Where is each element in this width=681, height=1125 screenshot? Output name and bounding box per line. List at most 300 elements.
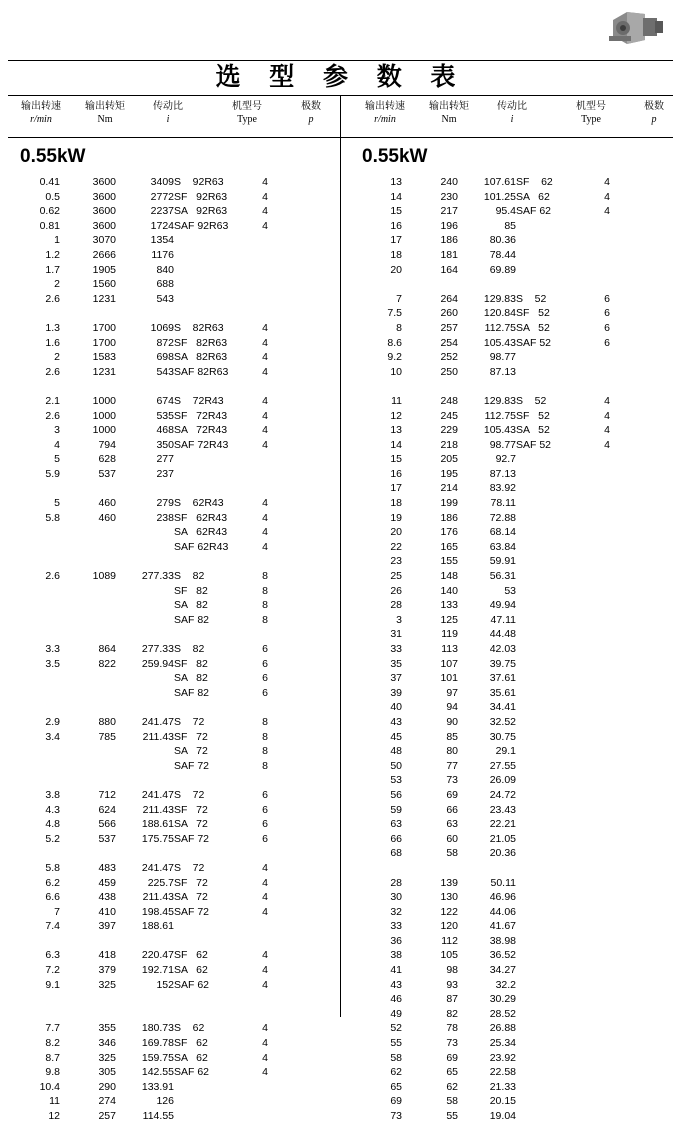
row-output-speed: 50 [390,759,402,772]
row-poles: 4 [262,964,268,977]
row-ratio: 114.55 [142,1110,174,1122]
row-type [516,264,590,279]
row-type [516,701,590,716]
row-type [174,293,248,308]
row-poles [590,935,624,950]
row-poles [590,658,624,673]
row-poles [590,585,624,600]
row-ratio: 44.48 [489,628,516,641]
row-ratio: 23.92 [489,1051,516,1064]
row-ratio: 129.83 [483,292,516,305]
row-poles: 4 [262,540,268,553]
table-row [350,278,624,293]
row-type: SAF 62 [174,1066,210,1079]
header-label-cn: 极数 [644,101,664,112]
row-ratio: 25.34 [489,1037,516,1050]
row-output-speed [8,993,60,1008]
row-output-speed: 2.6 [45,409,60,422]
row-poles [590,745,624,760]
row-output-torque [60,1008,116,1023]
table-row [8,497,282,512]
row-ratio: 698 [156,351,174,364]
row-type [516,482,590,497]
table-row [350,891,624,906]
row-poles: 4 [262,351,268,364]
row-ratio: 23.43 [489,803,516,816]
row-output-speed: 63 [390,818,402,831]
row-output-speed: 0.81 [39,219,60,232]
row-output-torque [402,862,458,877]
row-poles: 4 [604,394,610,407]
row-ratio: 21.33 [489,1080,516,1093]
row-ratio: 27.55 [489,759,516,772]
row-output-torque: 250 [440,365,458,378]
row-output-speed: 0.62 [39,205,60,218]
row-output-speed: 8 [396,321,402,334]
row-ratio: 26.88 [489,1022,516,1035]
row-output-speed: 25 [390,570,402,583]
row-output-torque: 82 [446,1007,458,1020]
row-type [516,351,590,366]
table-row [8,570,282,585]
row-output-torque: 1089 [92,570,116,583]
row-type: SF 62R43 [174,511,228,524]
row-poles [248,1081,282,1096]
row-ratio [116,672,174,687]
row-ratio: 112.75 [484,321,516,334]
row-output-torque: 186 [440,511,458,524]
row-output-speed [8,847,60,862]
table-row [350,818,624,833]
row-ratio: 32.52 [489,715,516,728]
row-type [516,658,590,673]
row-type [516,964,590,979]
table-row [8,1037,282,1052]
row-output-torque: 58 [446,847,458,860]
table-row [8,1022,282,1037]
table-row [350,424,624,439]
row-output-speed: 6.2 [45,876,60,889]
row-poles: 4 [262,394,268,407]
row-type: S 92R63 [174,176,224,188]
row-type [516,774,590,789]
row-output-torque: 229 [440,424,458,437]
table-row [8,249,282,264]
row-output-speed: 59 [390,803,402,816]
row-output-speed: 8.2 [45,1037,60,1050]
row-output-speed: 7 [396,292,402,305]
header-label-cn: 输出转矩 [429,101,469,112]
row-type: S 82 [174,570,205,583]
row-poles [590,818,624,833]
row-type [174,307,248,322]
row-poles: 6 [262,672,268,685]
table-row [350,482,624,497]
row-poles [248,264,282,279]
table-row [8,1095,282,1110]
row-poles: 4 [262,905,268,918]
row-poles [590,687,624,702]
row-type: SAF 62 [516,205,552,218]
row-ratio: 44.06 [489,905,516,918]
row-type: S 72R43 [174,394,224,407]
row-ratio: 46.96 [489,891,516,904]
row-output-speed: 28 [390,876,402,889]
row-poles [590,468,624,483]
row-output-speed: 20 [390,526,402,539]
row-output-torque: 248 [440,394,458,407]
table-row [350,877,624,892]
row-ratio: 107.61 [483,176,516,188]
row-poles [248,278,282,293]
row-output-torque: 260 [440,307,458,320]
table-row [8,307,282,322]
table-row [8,877,282,892]
table-row [8,512,282,527]
row-output-speed: 2 [54,278,60,291]
row-ratio: 34.27 [489,964,516,977]
row-ratio: 241.47 [141,861,174,874]
row-ratio: 29.1 [495,745,516,758]
row-ratio: 85 [504,219,516,232]
row-output-torque: 176 [440,526,458,539]
row-output-torque: 537 [98,467,116,480]
row-poles: 8 [262,730,268,743]
row-poles: 6 [262,686,268,699]
row-type [516,731,590,746]
row-output-torque: 85 [446,730,458,743]
row-type: S 52 [516,292,547,305]
row-ratio: 78.44 [489,248,516,261]
row-output-torque: 794 [98,438,116,451]
table-row [350,716,624,731]
row-type: SF 62 [174,1037,208,1050]
row-ratio: 535 [156,409,174,422]
row-output-torque: 98 [446,964,458,977]
row-poles [248,1095,282,1110]
row-output-torque: 66 [446,803,458,816]
row-type: SF 62 [174,949,208,962]
row-poles: 8 [262,584,268,597]
row-output-torque: 133 [440,599,458,612]
row-poles [590,906,624,921]
row-output-speed: 33 [390,643,402,655]
table-row [8,745,282,760]
row-poles [590,614,624,629]
row-poles [590,891,624,906]
row-output-speed [8,555,60,570]
row-output-speed [8,760,60,775]
table-row [350,497,624,512]
row-output-torque: 566 [98,818,116,831]
row-ratio: 1724 [150,219,174,232]
row-type: SA 92R63 [174,205,228,218]
table-row [8,906,282,921]
row-output-speed [8,672,60,687]
table-row [8,366,282,381]
row-poles [590,716,624,731]
row-type [516,614,590,629]
row-ratio: 238 [156,511,174,524]
row-poles [590,512,624,527]
row-type: SAF 82R63 [174,365,229,378]
table-row [350,220,624,235]
table-row [350,964,624,979]
table-row [350,1052,624,1067]
row-ratio: 98.77 [489,438,516,451]
row-output-torque: 624 [98,803,116,816]
table-row [8,774,282,789]
row-poles [248,482,282,497]
row-output-speed: 3 [54,424,60,437]
header-label-unit: i [510,114,514,125]
row-type: SA 72 [174,891,208,904]
header-left-ratio [136,100,200,126]
table-row [350,833,624,848]
row-poles [590,920,624,935]
row-output-torque: 113 [441,643,458,655]
row-output-torque: 410 [98,905,116,918]
row-output-speed: 39 [390,686,402,699]
row-type: SA 62 [516,190,550,203]
row-ratio [458,862,516,877]
row-ratio: 543 [156,365,174,378]
row-poles [590,1052,624,1067]
page-title-text: 选 型 参 数 表 [215,62,466,91]
row-poles: 6 [262,818,268,831]
row-ratio [116,847,174,862]
row-output-torque: 181 [440,248,458,261]
row-poles [590,979,624,994]
row-output-speed [8,526,60,541]
row-output-speed: 3.5 [45,657,60,670]
row-output-speed: 69 [390,1095,402,1108]
row-type [174,1008,248,1023]
row-ratio [116,541,174,556]
row-output-speed: 14 [390,190,402,203]
row-output-speed: 1.3 [45,321,60,334]
row-output-speed: 12 [390,409,402,422]
column-divider [340,96,341,1017]
row-output-speed: 13 [390,424,402,437]
table-row [8,789,282,804]
row-type [516,453,590,468]
row-ratio: 468 [156,424,174,437]
row-type [516,804,590,819]
row-ratio: 68.14 [489,526,516,539]
row-type: SF 82 [174,584,208,597]
row-type: SA 72 [174,745,208,758]
row-poles: 4 [262,176,268,188]
row-ratio [116,935,174,950]
row-type [174,920,248,935]
table-row [350,614,624,629]
row-ratio [116,745,174,760]
row-type: SA 82 [174,672,208,685]
row-output-torque: 101 [440,672,458,685]
row-output-torque: 3600 [92,205,116,218]
row-type [516,366,590,381]
row-type [174,234,248,249]
row-output-speed [8,380,60,395]
row-output-torque: 122 [440,905,458,918]
row-poles: 8 [262,745,268,758]
row-output-speed [8,935,60,950]
row-output-speed: 17 [390,234,402,247]
row-output-torque: 245 [440,409,458,422]
table-row [350,847,624,862]
row-poles [590,628,624,643]
header-label-cn: 机型号 [232,101,262,112]
row-ratio [116,774,174,789]
row-ratio: 259.94 [141,657,174,670]
row-type [516,833,590,848]
row-ratio: 872 [156,336,174,349]
header-right-speed [352,100,418,126]
row-type [516,249,590,264]
row-poles: 4 [262,1066,268,1079]
row-poles [590,847,624,862]
row-type [516,220,590,235]
row-output-speed [8,1008,60,1023]
row-ratio: 277.33 [141,643,174,655]
row-poles: 8 [262,759,268,772]
row-ratio: 47.11 [490,613,516,626]
row-poles: 4 [262,949,268,962]
row-output-torque: 60 [446,832,458,845]
row-poles [590,482,624,497]
row-ratio: 180.73 [141,1022,174,1035]
row-poles [590,1008,624,1023]
table-row [350,395,624,410]
row-type: SA 52 [516,321,550,334]
row-output-torque: 3600 [92,219,116,232]
row-type: SAF 52 [516,336,552,349]
row-ratio: 277 [156,453,174,466]
row-type [174,1095,248,1110]
table-row [8,234,282,249]
row-output-torque: 1000 [92,394,116,407]
row-ratio: 543 [156,292,174,305]
row-output-speed: 14 [390,438,402,451]
row-output-torque: 80 [446,745,458,758]
table-row [350,789,624,804]
row-type [516,920,590,935]
row-type [516,555,590,570]
row-output-torque: 346 [98,1037,116,1050]
row-ratio: 2772 [150,190,174,203]
row-output-torque: 3070 [92,234,116,247]
row-output-speed: 11 [391,394,402,407]
row-poles [590,993,624,1008]
row-ratio: 21.05 [489,832,516,845]
row-output-speed: 1.6 [45,336,60,349]
row-type: SF 72 [174,803,208,816]
header-right-ratio [480,100,544,126]
row-ratio: 112.75 [484,409,516,422]
row-output-torque: 78 [446,1022,458,1035]
row-output-speed [8,628,60,643]
row-type [516,979,590,994]
row-poles [590,731,624,746]
table-row [350,1008,624,1023]
row-ratio [116,482,174,497]
row-ratio: 2237 [150,205,174,218]
row-poles [248,468,282,483]
row-output-torque: 252 [440,351,458,364]
table-row [350,920,624,935]
row-type [516,672,590,687]
table-row [8,628,282,643]
row-poles [248,380,282,395]
row-poles [248,293,282,308]
row-poles [248,993,282,1008]
table-row [350,307,624,322]
row-output-speed: 4.8 [45,818,60,831]
table-row [350,176,624,191]
row-poles [590,599,624,614]
row-type: SAF 72R43 [174,438,229,451]
row-type [174,935,248,950]
row-poles [590,1037,624,1052]
row-ratio [116,585,174,600]
row-ratio [116,380,174,395]
row-output-speed: 7.7 [45,1022,60,1035]
row-output-speed: 2.1 [45,394,60,407]
row-output-speed: 3.4 [45,730,60,743]
row-ratio: 120.84 [483,307,516,320]
row-output-speed: 68 [390,847,402,860]
row-output-speed: 22 [390,540,402,553]
row-ratio: 42.03 [489,643,516,655]
table-row [350,701,624,716]
row-ratio: 241.47 [141,715,174,728]
row-output-torque: 196 [440,219,458,232]
row-output-speed: 10.4 [39,1080,60,1093]
row-ratio: 220.47 [141,949,174,962]
row-output-speed: 7.4 [45,920,60,933]
row-output-torque [60,526,116,541]
row-output-torque: 164 [440,263,458,276]
row-output-speed [8,585,60,600]
row-type [174,264,248,279]
row-output-speed: 9.1 [45,978,60,991]
row-output-speed: 9.2 [387,351,402,364]
row-output-torque: 155 [440,555,458,568]
table-row [350,1066,624,1081]
row-type [516,745,590,760]
row-ratio: 1069 [150,321,174,334]
row-output-speed [350,380,402,395]
row-output-torque: 55 [446,1110,458,1122]
table-row [8,439,282,454]
row-ratio: 78.11 [490,497,516,510]
row-type [516,716,590,731]
row-type [516,818,590,833]
row-output-speed: 6.3 [45,949,60,962]
table-row [350,351,624,366]
row-type: SF 72 [174,876,208,889]
row-type: SF 92R63 [174,190,228,203]
row-output-speed: 2 [54,351,60,364]
row-output-torque: 120 [440,920,458,933]
header-label-unit: Type [237,114,257,125]
row-poles: 6 [262,803,268,816]
header-label-unit: r/min [374,114,396,125]
row-output-torque: 254 [440,336,458,349]
row-output-speed: 5.2 [45,832,60,845]
row-ratio: 211.43 [142,803,174,816]
